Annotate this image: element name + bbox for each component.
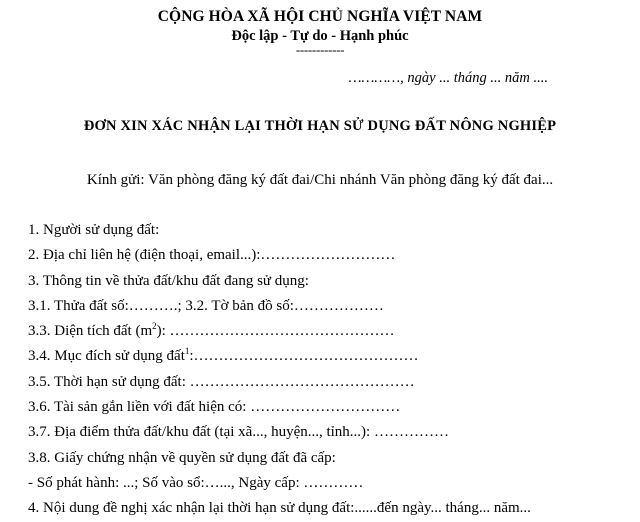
form-fields — [28, 218, 628, 522]
field-parcel-info: 3. Thông tin về thửa đất/khu đất đang sử dụng: — [28, 272, 309, 289]
form-title: ĐƠN XIN XÁC NHẬN LẠI THỜI HẠN SỬ DỤNG ĐẤT NÔNG NGHIỆP — [83, 118, 557, 134]
motto-divider: ------------ — [295, 42, 345, 57]
national-title: CỘNG HÒA XÃ HỘI CHỦ NGHĨA VIỆT NAM — [157, 8, 483, 25]
field-area-suffix: ): ……………………………………… — [156, 323, 395, 340]
field-usage-term: 3.5. Thời hạn sử dụng đất: ……………………………………… — [28, 373, 415, 390]
field-purpose-prefix: 3.4. Mục đích sử dụng đất — [28, 348, 185, 365]
field-area — [28, 319, 628, 344]
field-certificate: 3.8. Giấy chứng nhận về quyền sử dụng đất đã cấp: — [28, 449, 336, 466]
recipient-line: Kính gửi: Văn phòng đăng ký đất đai/Chi nhánh Văn phòng đăng ký đất đai... — [86, 172, 554, 188]
place-date-line: …………, ngày ... tháng ... năm .... — [348, 70, 548, 86]
field-purpose — [28, 344, 628, 369]
field-parcel-map: 3.1. Thửa đất số:……….; 3.2. Tờ bản đồ số:……………… — [28, 297, 384, 314]
field-area-prefix: 3.3. Diện tích đất (m — [28, 323, 153, 340]
national-motto: Độc lập - Tự do - Hạnh phúc — [231, 28, 409, 44]
field-purpose-footnote: 1 — [184, 346, 190, 357]
field-purpose-suffix: :……………………………………… — [189, 348, 419, 365]
field-request-content: 4. Nội dung đề nghị xác nhận lại thời hạn sử dụng đất:......đến ngày... tháng... năm... — [28, 500, 531, 517]
field-area-superscript: 2 — [152, 321, 157, 332]
field-land-user: 1. Người sử dụng đất: — [28, 222, 160, 238]
field-contact-address: 2. Địa chỉ liên hệ (điện thoại, email...):……………………… — [28, 247, 396, 264]
field-attached-assets: 3.6. Tài sản gắn liền với đất hiện có: ………………………… — [28, 399, 401, 416]
field-certificate-numbers: - Số phát hành: ...; Số vào sổ:…..., Ngày cấp: ………… — [28, 474, 364, 491]
field-location: 3.7. Địa điểm thửa đất/khu đất (tại xã..., huyện..., tỉnh...): …………… — [28, 424, 449, 441]
